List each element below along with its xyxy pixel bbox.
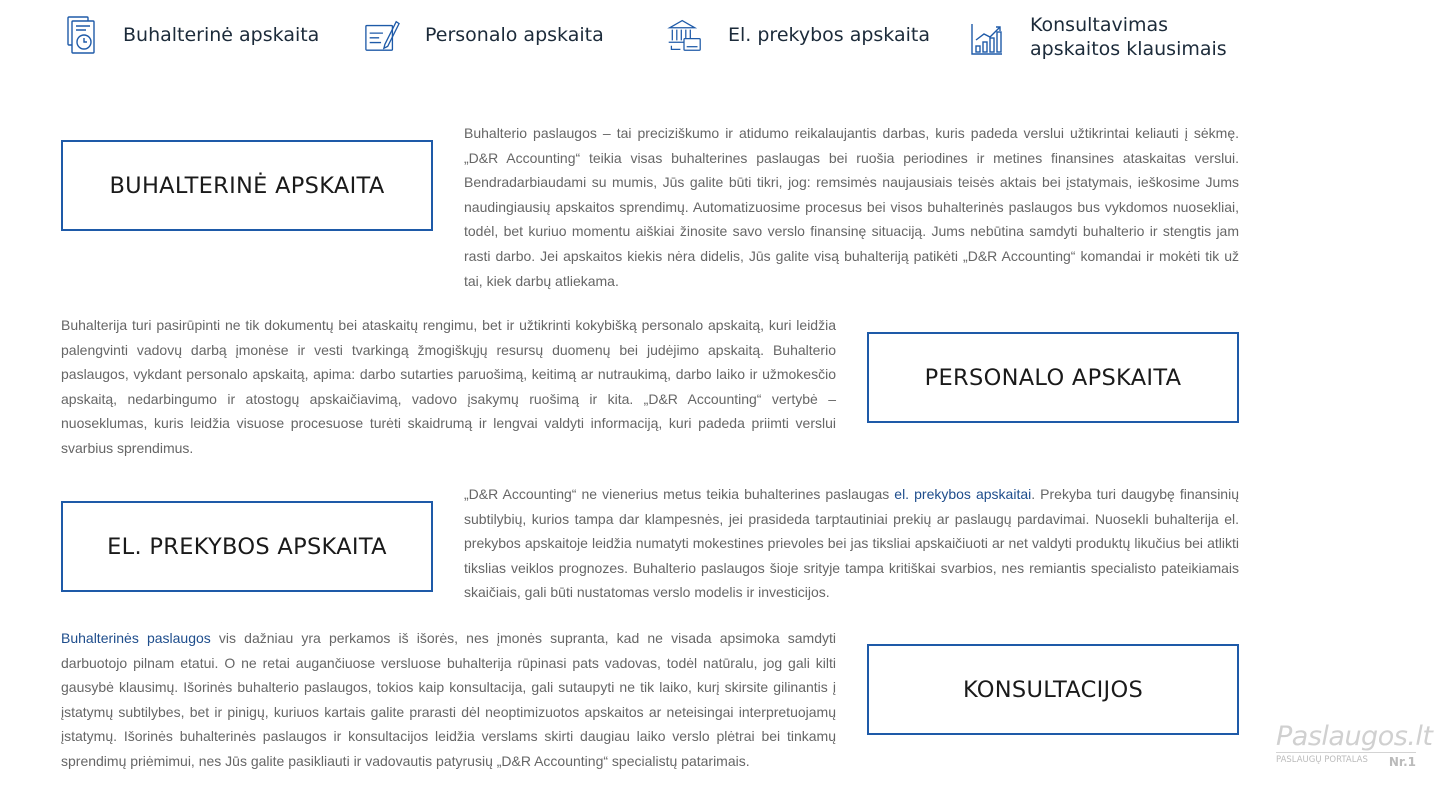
section-title: KONSULTACIJOS	[962, 676, 1144, 703]
section-text-consulting	[61, 626, 836, 774]
personnel-form-icon	[364, 15, 400, 55]
nav-item-personnel[interactable]	[364, 15, 604, 55]
nav-label: Konsultavimas	[1030, 14, 1169, 36]
top-service-nav	[0, 0, 1440, 80]
section-text-personnel: Buhalterija turi pasirūpinti ne tik dokumentų bei ataskaitų rengimu, bet ir užtikrinti kokybišką personalo apskaitą, kuri leidžia palengvinti vadovų darbą įmonėse ir vesti tvarkingą žmogiškųjų resursų duomenų bei judėjimo apskaitą. Buhalterio paslaugos, vykdant personalo apskaitą, apima: darbo sutarties paruošimą, keitimą ar nutraukimą, darbo laiko ir užmokesčio apskaitą, nedarbingumo ir atostogų apskaičiavimą, vadovo įsakymų ruošimą ir kita. „D&R Accounting“ vertybė – nuoseklumas, kuris leidžia visuose procesuose turėti skaidrumą ir lengvai valdyti informaciją, kuri padeda priimti verslui svarbius sprendimus.	[61, 317, 836, 456]
accounting-services-link[interactable]: Buhalterinės paslaugos	[61, 630, 211, 646]
watermark-title: Paslaugos.lt	[1276, 721, 1433, 752]
ecommerce-accounting-link[interactable]: el. prekybos apskaitai	[894, 486, 1032, 502]
accounting-document-icon	[64, 15, 100, 55]
nav-label-line2: apskaitos klausimais	[1030, 38, 1227, 60]
portal-watermark	[1276, 721, 1433, 775]
section-title: PERSONALO APSKAITA	[924, 364, 1182, 391]
section-title-box-personnel	[867, 332, 1239, 423]
section-title: BUHALTERINĖ APSKAITA	[109, 172, 385, 199]
nav-item-accounting[interactable]	[64, 15, 319, 55]
nav-label: El. prekybos apskaita	[728, 24, 930, 46]
section-text-ecommerce	[464, 482, 1239, 605]
section-title: EL. PREKYBOS APSKAITA	[107, 533, 387, 560]
text-segment: vis dažniau yra perkamos iš išorės, nes įmonės supranta, kad ne visada apsimoka samdyti darbuotojo pilnam etatui. O ne retai augančiuose versluose buhalterija rūpinasi pats vadovas, todėl natūralu, jog gali kilti gausybė klausimų. Išorinės buhalterio paslaugos, tokios kaip konsultacija, gali sutaupyti ne tik laiko, kurį skirsite gilinantis į įstatymų subtilybes, bet ir pinigų, kuriuos kartais galite prarasti dėl neoptimizuotos apskaitos ar neteisingai interpretuojamų įstatymų. Išorinės buhalterinės paslaugos ir konsultacijos leidžia verslams skirti daugiau laiko verslo plėtrai bei tinkamų sprendimų priėmimui, nes Jūs galite pasikliauti ir vadovautis patyrusių „D&R Accounting“ specialistų patarimais.	[61, 630, 836, 769]
nav-item-ecommerce[interactable]	[666, 15, 930, 55]
nav-label-wrap	[1030, 13, 1227, 61]
nav-label: Buhalterinė apskaita	[123, 24, 320, 46]
watermark-subtitle: PASLAUGŲ PORTALAS	[1276, 755, 1368, 765]
section-title-box-consulting	[867, 644, 1239, 735]
text-segment: „D&R Accounting“ ne vienerius metus teikia buhalterines paslaugas	[464, 486, 895, 502]
ecommerce-bank-icon	[666, 15, 702, 55]
section-title-box-accounting	[61, 140, 433, 231]
text-segment: . Prekyba turi daugybę finansinių subtilybių, kurios tampa dar klampesnės, jei prasideda tarptautiniai prekių ar paslaugų pardavimai. Nuosekli buhalterija el. prekybos apskaitoje leidžia numatyti mokestines prievoles bei jas tiksliai apskaičiuoti ar net valdyti produktų likučius bei atlikti tikslias veiklos prognozes. Buhalterio paslaugos šioje srityje tampa kritiškai svarbios, nes remiantis specialisto pateikiamais skaičiais, gali būti nustatomas verslo modelis ir investicijos.	[464, 486, 1239, 601]
nav-item-consulting[interactable]	[969, 15, 1227, 61]
section-title-box-ecommerce	[61, 501, 433, 592]
watermark-sub	[1276, 752, 1416, 769]
growth-chart-icon	[969, 18, 1005, 58]
nav-label: Personalo apskaita	[425, 24, 604, 46]
section-text-accounting: Buhalterio paslaugos – tai preciziškumo ir atidumo reikalaujantis darbas, kuris padeda verslui užtikrintai keliauti į sėkmę. „D&R Accounting“ teikia visas buhalterines paslaugas bei ruošia periodines ir metines finansines ataskaitas verslui. Bendradarbiaudami su mumis, Jūs galite būti tikri, jog: remsimės naujausiais teisės aktais bei įstatymais, ieškosime Jums naudingiausių apskaitos sprendimų. Automatizuosime procesus bei visos buhalterinės paslaugos bus vykdomos nuosekliai, todėl, bet kuriuo momentu aiškiai žinosite savo verslo finansinę situaciją. Jums nebūtina samdyti buhalterio ir stengtis jam rasti darbo. Jei apskaitos kiekis nėra didelis, Jūs galite visą buhalteriją patikėti „D&R Accounting“ komandai ir mokėti tik už tai, kiek darbų atliekama.	[464, 125, 1239, 289]
watermark-rank: Nr.1	[1388, 755, 1416, 769]
